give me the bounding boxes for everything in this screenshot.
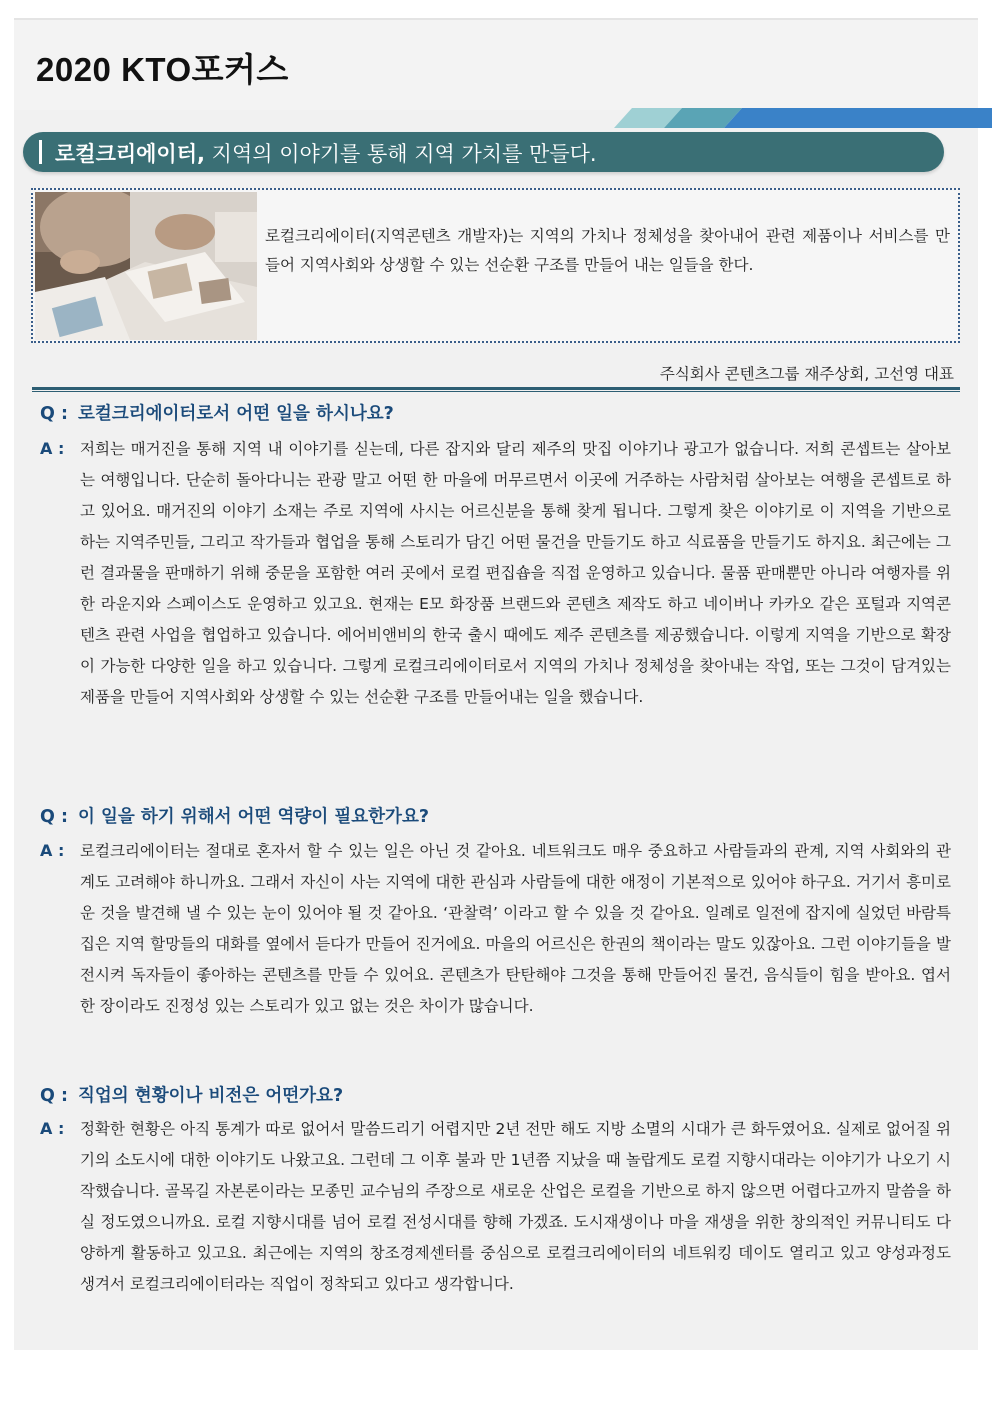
- question-text: 이 일을 하기 위해서 어떤 역량이 필요한가요?: [78, 807, 429, 827]
- q-label: Q :: [40, 1086, 68, 1106]
- magazine-photo-icon: [35, 192, 257, 340]
- answer-1: 저희는 매거진을 통해 지역 내 이야기를 싣는데, 다른 잡지와 달리 제주의 맛집 이야기나 광고가 없습니다. 저희 콘셉트는 살아보는 여행입니다. 단순히 돌아다니는 관광 말고 어떤 한 마을에 머무르면서 이곳에 거주하는 사람처럼 살아보는 여행을 콘셉트로 하고 있어요. 매거진의 이야기 소재는 주로 지역에 사시는 어르신분을 통해 찾게 됩니다. 그렇게 찾은 이야기로 이 지역을 기반으로 하는 지역주민들, 그리고 작가들과 협업을 통해 스토리가 담긴 어떤 물건을 만들기도 하고 식료품을 만들기도 하지요. 최근에는 그런 결과물을 판매하기 위해 중문을 포함한 여러 곳에서 로컬 편집숍을 직접 운영하고 있습니다. 물품 판매뿐만 아니라 여행자를 위한 라운지와 스페이스도 운영하고 있고요. 현재는 E모 화장품 브랜드와 콘텐츠 제작도 하고 네이버나 카카오 같은 포털과 지역콘텐츠 관련 사업을 협업하고 있습니다. 에어비앤비의 한국 출시 때에도 제주 콘텐츠를 제공했습니다. 이렇게 지역을 기반으로 확장이 가능한 다양한 일을 하고 있습니다. 그렇게 로컬크리에이터로서 지역의 가치나 정체성을 찾아내는 작업, 또는 그것이 담겨있는 제품을 만들어 지역사회와 상생할 수 있는 선순환 구조를 만들어내는 일을 했습니다.: [80, 440, 951, 706]
- a-label: A :: [40, 1119, 65, 1138]
- intro-text: 로컬크리에이터(지역콘텐츠 개발자)는 지역의 가치나 정체성을 찾아내어 관련 제품이나 서비스를 만들어 지역사회와 상생할 수 있는 선순환 구조를 만들어 내는 일들을 한다.: [265, 227, 950, 274]
- divider: [32, 387, 960, 390]
- banner-emphasis: 로컬크리에이터,: [55, 142, 205, 166]
- a-label: A :: [40, 439, 65, 458]
- answer-3: 정확한 현황은 아직 통계가 따로 없어서 말씀드리기 어렵지만 2년 전만 해도 지방 소멸의 시대가 큰 화두였어요. 실제로 없어질 위기의 소도시에 대한 이야기도 나왔고요. 그런데 그 이후 불과 만 1년쯤 지났을 때 놀랍게도 로컬 지향시대라는 이야기가 나오기 시작했습니다. 골목길 자본론이라는 모종민 교수님의 주장으로 새로운 산업은 로컬을 기반으로 하지 않으면 어렵다고까지 말씀을 하실 정도였으니까요. 로컬 지향시대를 넘어 로컬 전성시대를 향해 가겠죠. 도시재생이나 마을 재생을 위한 창의적인 커뮤니티도 다양하게 활동하고 있고요. 최근에는 지역의 창조경제센터를 중심으로 로컬크리에이터의 네트워킹 데이도 열리고 있고 양성과정도 생겨서 로컬크리에이터라는 직업이 정착되고 있다고 생각합니다.: [80, 1120, 951, 1293]
- divider-thin: [32, 391, 960, 392]
- question-text: 로컬크리에이터로서 어떤 일을 하시나요?: [78, 404, 394, 424]
- a-label: A :: [40, 841, 65, 860]
- q-label: Q :: [40, 404, 68, 424]
- question-3: [40, 1082, 343, 1107]
- q-label: Q :: [40, 807, 68, 827]
- question-text: 직업의 현황이나 비전은 어떤가요?: [78, 1086, 344, 1106]
- section-banner: [23, 132, 944, 172]
- byline: 주식회사 콘텐츠그룹 재주상회, 고선영 대표: [659, 365, 954, 383]
- banner-title: [55, 138, 597, 168]
- header-decoration: [612, 108, 992, 128]
- banner-subtitle: 지역의 이야기를 통해 지역 가치를 만들다.: [204, 142, 597, 166]
- page-title: 2020 KTO포커스: [36, 51, 289, 88]
- question-2: [40, 803, 429, 828]
- page-header: [14, 18, 978, 110]
- intro-box: [31, 188, 960, 343]
- banner-accent-bar: [39, 140, 42, 164]
- answer-2: 로컬크리에이터는 절대로 혼자서 할 수 있는 일은 아닌 것 같아요. 네트워크도 매우 중요하고 사람들과의 관계, 지역 사회와의 관계도 고려해야 하니까요. 그래서 자신이 사는 지역에 대한 관심과 사람들에 대한 애정이 기본적으로 있어야 하구요. 거기서 흥미로운 것을 발견해 낼 수 있는 눈이 있어야 될 것 같아요. ‘관찰력’ 이라고 할 수 있을 것 같아요. 일례로 일전에 잡지에 실었던 바람특집은 지역 할망들의 대화를 옆에서 듣다가 만들어 진거에요. 마을의 어르신은 한권의 책이라는 말도 있잖아요. 그런 이야기들을 발전시켜 독자들이 좋아하는 콘텐츠를 만들 수 있어요. 콘텐츠가 탄탄해야 그것을 통해 만들어진 물건, 음식들이 힘을 받아요. 엽서 한 장이라도 진정성 있는 스토리가 있고 없는 것은 차이가 많습니다.: [80, 842, 951, 1015]
- question-1: [40, 400, 394, 425]
